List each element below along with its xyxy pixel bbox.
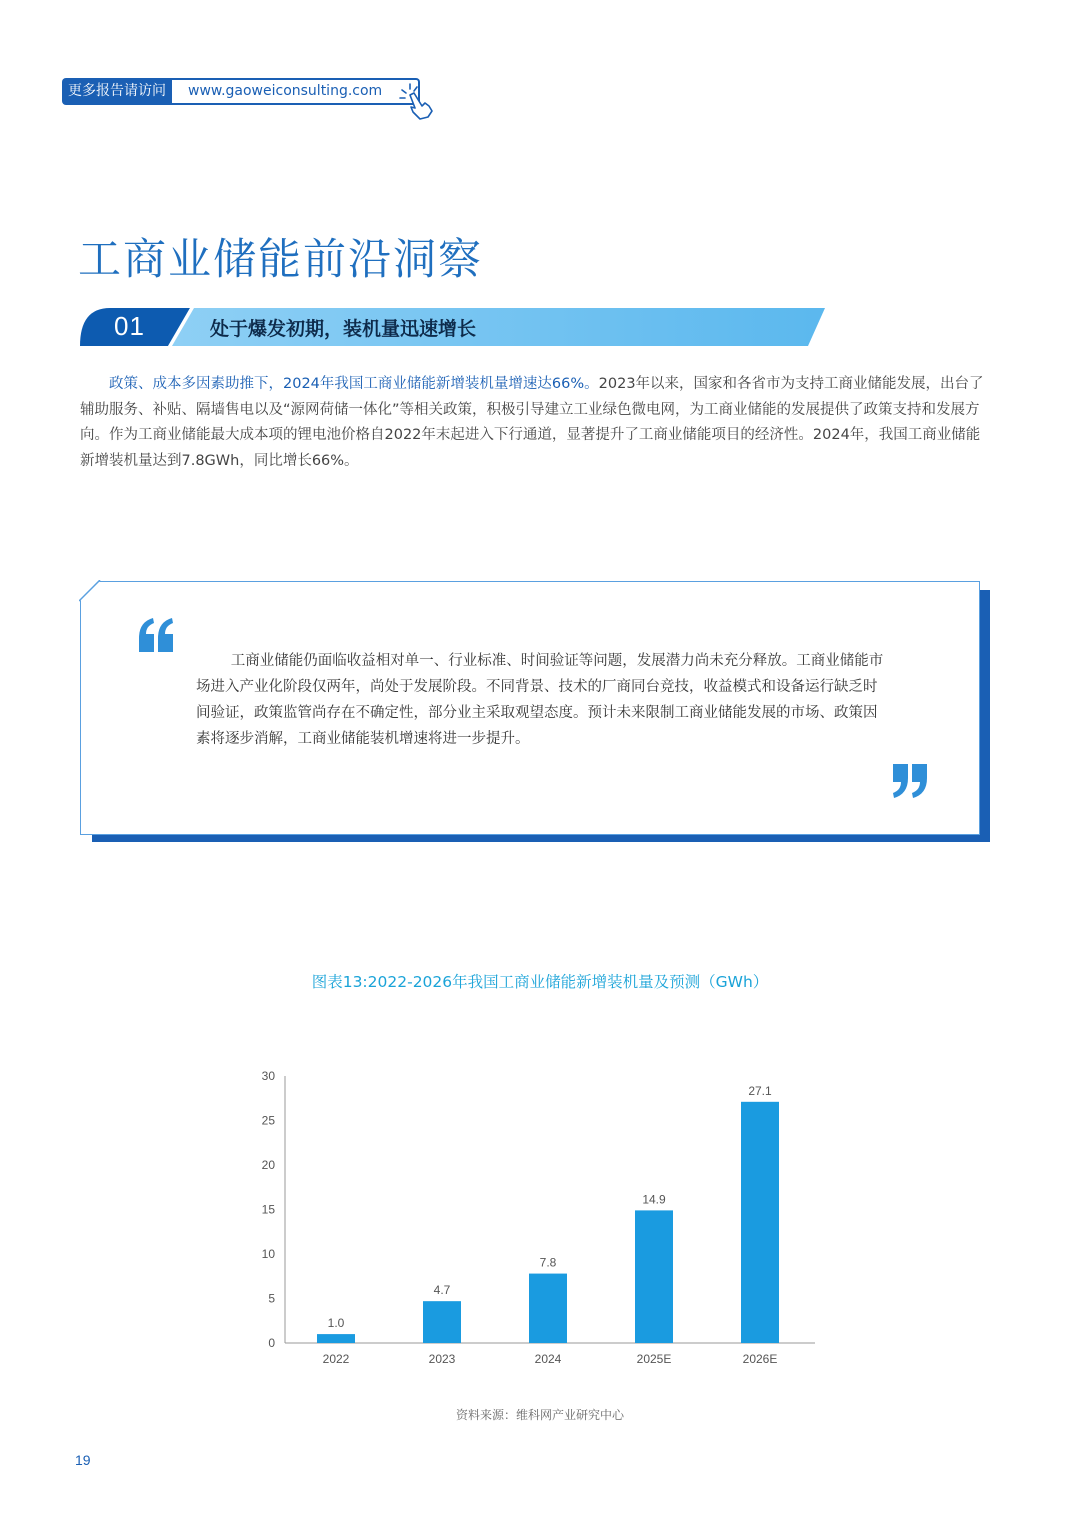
quote-box: [80, 581, 980, 835]
source-note: 资料来源：维科网产业研究中心: [455, 1408, 624, 1422]
y-tick-label: 10: [261, 1247, 275, 1261]
banner-url-link[interactable]: [172, 78, 420, 105]
x-tick-label: 2022: [322, 1352, 350, 1366]
intro-paragraph: [80, 372, 992, 474]
page-number: 19: [75, 1452, 91, 1468]
open-quote-icon: [137, 616, 177, 656]
x-tick-label: 2024: [534, 1352, 562, 1366]
x-tick-label: 2023: [428, 1352, 456, 1366]
visit-banner[interactable]: [62, 78, 420, 105]
bar-2025E: [635, 1210, 673, 1343]
section-number: 01: [114, 311, 145, 341]
y-tick-label: 25: [261, 1113, 275, 1128]
banner-url-text: www.gaoweiconsulting.com: [188, 83, 383, 99]
y-tick-label: 20: [261, 1158, 275, 1172]
bar-value-label: 1.0: [327, 1316, 345, 1331]
bar-chart: [0, 1050, 1080, 1390]
bar-value-label: 27.1: [748, 1083, 772, 1098]
x-tick-label: 2025E: [636, 1352, 672, 1366]
y-tick-label: 30: [261, 1069, 275, 1083]
intro-body: 2023年以来，国家和各省市为支持工商业储能发展，出台了辅助服务、补贴、隔墙售电以及“源网荷储一体化”等相关政策，积极引导建立工业绿色微电网，为工商业储能的发展提供了政策支持和发展方向。作为工商业储能最大成本项的锂电池价格自2022年末起进入下行通道，显著提升了工商业储能项目的经济性。2024年，我国工商业储能新增装机量达到7.8GWh，同比增长66%。: [80, 376, 984, 469]
y-tick-label: 15: [261, 1202, 275, 1217]
intro-lead: 政策、成本多因素助推下，2024年我国工商业储能新增装机量增速达66%。: [109, 376, 599, 392]
x-tick-label: 2026E: [742, 1352, 778, 1366]
click-hand-icon: [398, 82, 438, 122]
bar-2024: [529, 1274, 567, 1343]
quote-text: 工商业储能仍面临收益相对单一、行业标准、时间验证等问题，发展潜力尚未充分释放。工商业储能市场进入产业化阶段仅两年，尚处于发展阶段。不同背景、技术的厂商同台竞技，收益模式和设备运行缺乏时间验证，政策监管尚存在不确定性，部分业主采取观望态度。预计未来限制工商业储能发展的市场、政策因素将逐步消解，工商业储能装机增速将进一步提升。: [196, 653, 884, 747]
bar-2022: [317, 1334, 355, 1343]
bar-2026E: [741, 1102, 779, 1343]
y-tick-label: 0: [268, 1336, 275, 1350]
section-title: 处于爆发初期，装机量迅速增长: [210, 318, 477, 340]
section-header: [80, 308, 825, 346]
bar-value-label: 14.9: [642, 1192, 666, 1207]
bar-value-label: 7.8: [539, 1255, 557, 1270]
banner-label: 更多报告请访问: [62, 78, 172, 105]
chart-title: 图表13:2022-2026年我国工商业储能新增装机量及预测（GWh）: [311, 973, 769, 991]
bar-2023: [423, 1301, 461, 1343]
page-title: 工商业储能前沿洞察: [78, 235, 483, 285]
y-tick-label: 5: [268, 1291, 275, 1306]
bar-value-label: 4.7: [433, 1283, 451, 1298]
close-quote-icon: [889, 760, 929, 800]
corner-notch-icon: [79, 580, 103, 604]
